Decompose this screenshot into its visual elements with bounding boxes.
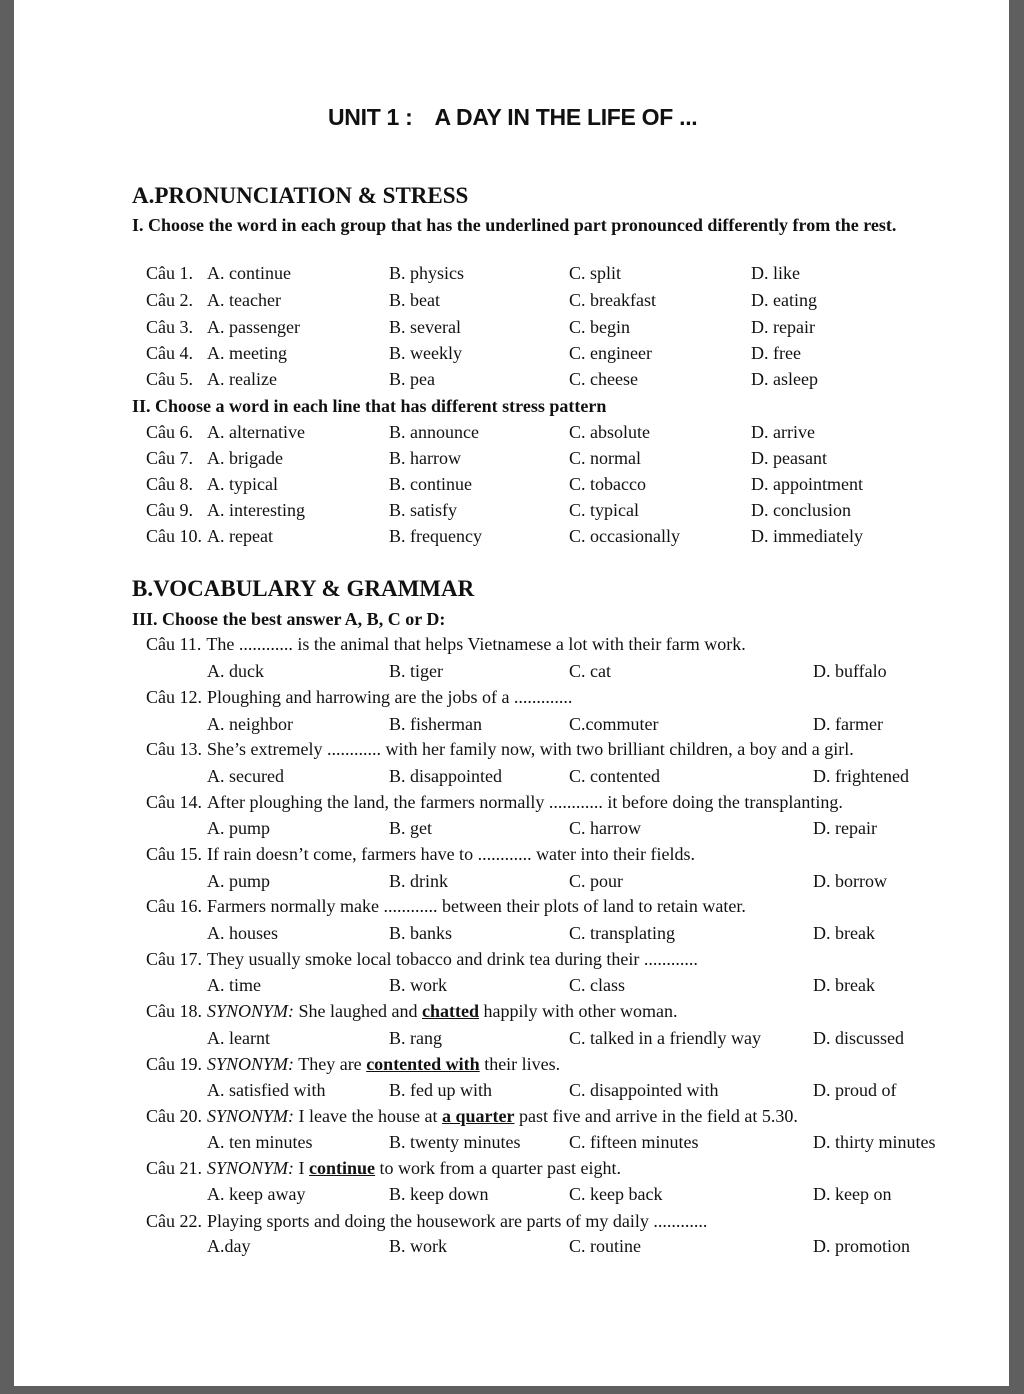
option-b: B. work [389, 975, 447, 995]
option-c: C. occasionally [569, 526, 680, 546]
option-b: B. frequency [389, 526, 482, 546]
option-d: D. break [813, 975, 875, 995]
question-label: Câu 11. [146, 634, 202, 654]
option-d: D. repair [751, 317, 815, 337]
option-a: A. learnt [207, 1028, 270, 1048]
option-d: D. discussed [813, 1028, 904, 1048]
question-11-options [132, 658, 982, 684]
option-c: C. transplating [569, 923, 675, 943]
question-label: Câu 12. [146, 687, 202, 707]
question-label: Câu 22. [146, 1211, 202, 1231]
option-a: A. duck [207, 661, 264, 681]
question-20 [146, 1103, 798, 1129]
stress-row-6 [132, 419, 982, 445]
question-label: Câu 19. [146, 1054, 202, 1074]
option-a: A. houses [207, 923, 278, 943]
option-b: B. beat [389, 290, 440, 310]
option-d: D. repair [813, 818, 877, 838]
question-text-post: past five and arrive in the field at 5.30. [518, 1106, 798, 1126]
question-label: Câu 3. [146, 317, 193, 337]
option-a: A. pump [207, 818, 270, 838]
option-c: C. pour [569, 871, 623, 891]
option-c: C. split [569, 263, 622, 283]
option-d: D. arrive [751, 422, 815, 442]
option-a: A. time [207, 975, 261, 995]
question-text-pre: I leave the house at [298, 1106, 438, 1126]
highlighted-word: contented with [366, 1054, 480, 1074]
question-text-pre: She laughed and [298, 1001, 418, 1021]
option-b: B. twenty minutes [389, 1132, 521, 1152]
question-13-options [132, 763, 982, 789]
question-text-post: their lives. [484, 1054, 561, 1074]
question-label: Câu 14. [146, 792, 202, 812]
option-d: D. conclusion [751, 500, 851, 520]
option-c: C. cheese [569, 369, 638, 389]
option-c: C. cat [569, 661, 611, 681]
pron-row-5 [132, 366, 982, 392]
option-c: C. begin [569, 317, 630, 337]
question-text-pre: I [298, 1158, 305, 1178]
pron-row-3 [132, 314, 982, 340]
question-label: Câu 9. [146, 500, 193, 520]
option-a: A. pump [207, 871, 270, 891]
question-label: Câu 5. [146, 369, 193, 389]
option-d: D. like [751, 263, 800, 283]
option-a: A. meeting [207, 343, 287, 363]
section-a-heading: A.PRONUNCIATION & STRESS [132, 183, 469, 208]
question-text: Farmers normally make ............ between their plots of land to retain water. [207, 896, 746, 916]
question-14-options [132, 815, 982, 841]
question-22-options [132, 1233, 982, 1259]
option-c: C. disappointed with [569, 1080, 719, 1100]
question-label: Câu 15. [146, 844, 202, 864]
option-c: C. breakfast [569, 290, 656, 310]
question-label: Câu 1. [146, 263, 193, 283]
option-d: D. proud of [813, 1080, 897, 1100]
option-c: C. typical [569, 500, 639, 520]
question-label: Câu 2. [146, 290, 193, 310]
option-a: A. continue [207, 263, 291, 283]
option-d: D. farmer [813, 714, 883, 734]
question-label: Câu 4. [146, 343, 193, 363]
option-b: B. weekly [389, 343, 462, 363]
question-label: Câu 20. [146, 1106, 202, 1126]
question-label: Câu 7. [146, 448, 193, 468]
question-14 [146, 789, 843, 815]
option-d: D. thirty minutes [813, 1132, 936, 1152]
part-2-instruction: II. Choose a word in each line that has different stress pattern [132, 396, 607, 416]
option-d: D. borrow [813, 871, 887, 891]
option-a: A. typical [207, 474, 278, 494]
question-17 [146, 946, 698, 972]
stress-row-7 [132, 445, 982, 471]
option-b: B. satisfy [389, 500, 458, 520]
title-unit: UNIT 1 : [328, 104, 413, 130]
question-label: Câu 17. [146, 949, 202, 969]
question-19 [146, 1051, 560, 1077]
question-17-options [132, 972, 982, 998]
option-d: D. keep on [813, 1184, 892, 1204]
option-b: B. keep down [389, 1184, 489, 1204]
option-c: C. routine [569, 1236, 641, 1256]
option-a: A. repeat [207, 526, 273, 546]
option-c: C. keep back [569, 1184, 663, 1204]
question-text: They usually smoke local tobacco and drink tea during their ............ [207, 949, 698, 969]
pron-row-1 [132, 260, 982, 286]
option-a: A.day [207, 1236, 251, 1256]
question-text: She’s extremely ............ with her family now, with two brilliant children, a boy and a girl. [207, 739, 854, 759]
option-a: A. passenger [207, 317, 300, 337]
option-d: D. eating [751, 290, 817, 310]
option-c: C. absolute [569, 422, 650, 442]
option-a: A. keep away [207, 1184, 306, 1204]
option-d: D. buffalo [813, 661, 887, 681]
option-d: D. promotion [813, 1236, 910, 1256]
option-c: C. tobacco [569, 474, 646, 494]
question-label: Câu 16. [146, 896, 202, 916]
question-15-options [132, 868, 982, 894]
question-21-options [132, 1181, 982, 1207]
option-b: B. pea [389, 369, 435, 389]
stress-row-9 [132, 497, 982, 523]
question-text: After ploughing the land, the farmers normally ............ it before doing the transplanting. [207, 792, 843, 812]
synonym-tag: SYNONYM: [207, 1001, 295, 1021]
question-text: Ploughing and harrowing are the jobs of a ............. [207, 687, 573, 707]
option-a: A. teacher [207, 290, 281, 310]
question-19-options [132, 1077, 982, 1103]
option-b: B. banks [389, 923, 452, 943]
question-text-pre: They are [298, 1054, 362, 1074]
option-d: D. frightened [813, 766, 909, 786]
question-21 [146, 1155, 621, 1181]
question-18-options [132, 1025, 982, 1051]
option-b: B. announce [389, 422, 479, 442]
question-label: Câu 10. [146, 526, 202, 546]
document-page [14, 0, 1009, 1386]
question-text-post: happily with other woman. [483, 1001, 678, 1021]
section-b-heading: B.VOCABULARY & GRAMMAR [132, 576, 475, 601]
highlighted-word: a quarter [441, 1106, 515, 1126]
option-c: C.commuter [569, 714, 659, 734]
option-b: B. fisherman [389, 714, 482, 734]
title-name: A DAY IN THE LIFE OF ... [434, 104, 698, 130]
option-c: C. class [569, 975, 625, 995]
question-18 [146, 998, 677, 1024]
question-11 [146, 631, 746, 657]
option-b: B. rang [389, 1028, 442, 1048]
question-22 [146, 1208, 707, 1234]
pron-row-2 [132, 287, 982, 313]
question-label: Câu 6. [146, 422, 193, 442]
stress-row-8 [132, 471, 982, 497]
option-d: D. break [813, 923, 875, 943]
option-b: B. fed up with [389, 1080, 492, 1100]
synonym-tag: SYNONYM: [207, 1158, 295, 1178]
option-d: D. asleep [751, 369, 818, 389]
option-c: C. contented [569, 766, 660, 786]
question-text: If rain doesn’t come, farmers have to ............ water into their fields. [207, 844, 696, 864]
option-d: D. appointment [751, 474, 863, 494]
option-d: D. free [751, 343, 801, 363]
pron-row-4 [132, 340, 982, 366]
highlighted-word: chatted [422, 1001, 479, 1021]
synonym-tag: SYNONYM: [207, 1106, 295, 1126]
option-b: B. tiger [389, 661, 443, 681]
option-a: A. alternative [207, 422, 305, 442]
question-12 [146, 684, 572, 710]
option-a: A. ten minutes [207, 1132, 313, 1152]
question-label: Câu 13. [146, 739, 202, 759]
part-1-instruction: I. Choose the word in each group that has the underlined part pronounced differently from the rest. [132, 215, 897, 235]
option-c: C. harrow [569, 818, 641, 838]
option-b: B. several [389, 317, 461, 337]
question-16-options [132, 920, 982, 946]
option-b: B. work [389, 1236, 447, 1256]
question-20-options [132, 1129, 982, 1155]
option-c: C. fifteen minutes [569, 1132, 699, 1152]
highlighted-word: continue [309, 1158, 376, 1178]
option-a: A. secured [207, 766, 284, 786]
option-a: A. neighbor [207, 714, 293, 734]
option-a: A. satisfied with [207, 1080, 326, 1100]
page-title [328, 104, 697, 131]
question-16 [146, 893, 746, 919]
option-b: B. get [389, 818, 432, 838]
option-a: A. realize [207, 369, 277, 389]
option-d: D. immediately [751, 526, 863, 546]
question-label: Câu 8. [146, 474, 193, 494]
option-b: B. continue [389, 474, 472, 494]
stress-row-10 [132, 523, 982, 549]
option-b: B. disappointed [389, 766, 502, 786]
question-13 [146, 736, 854, 762]
option-c: C. talked in a friendly way [569, 1028, 761, 1048]
option-d: D. peasant [751, 448, 827, 468]
question-12-options [132, 711, 982, 737]
option-b: B. drink [389, 871, 449, 891]
question-text: The ............ is the animal that helps Vietnamese a lot with their farm work. [206, 634, 746, 654]
question-label: Câu 18. [146, 1001, 202, 1021]
option-a: A. interesting [207, 500, 305, 520]
question-15 [146, 841, 695, 867]
question-label: Câu 21. [146, 1158, 202, 1178]
option-b: B. physics [389, 263, 465, 283]
question-text-post: to work from a quarter past eight. [379, 1158, 621, 1178]
option-b: B. harrow [389, 448, 461, 468]
question-text: Playing sports and doing the housework are parts of my daily ............ [207, 1211, 708, 1231]
part-3-instruction: III. Choose the best answer A, B, C or D: [132, 609, 446, 629]
option-a: A. brigade [207, 448, 283, 468]
option-c: C. normal [569, 448, 641, 468]
synonym-tag: SYNONYM: [207, 1054, 295, 1074]
option-c: C. engineer [569, 343, 652, 363]
